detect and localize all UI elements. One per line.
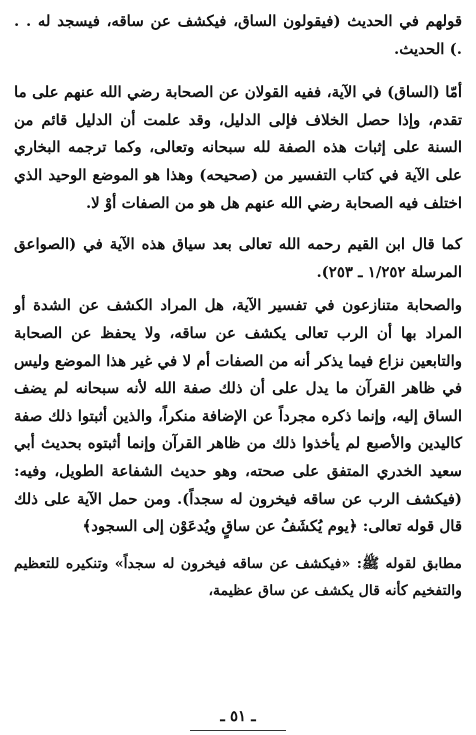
page-number: ـ ٥١ ـ xyxy=(220,707,256,725)
paragraph-hadith-match: مطابق لقوله ﷺ: «فيكشف عن ساقه فيخرون له سجداً» وتنكيره للتعظيم والتفخيم كأنه قال يكشف عن ساق عظيمة، xyxy=(14,555,462,600)
paragraph-ibn-qayyim-citation: كما قال ابن القيم رحمه الله تعالى بعد سياق هذه الآية في (الصواعق المرسلة ١/٢٥٢ ـ ٢٥٣). xyxy=(14,235,462,281)
footer-rule xyxy=(190,730,286,731)
paragraph-saq-in-verse: أمّا (الساق) في الآية، ففيه القولان عن الصحابة رضي الله عنهم على ما تقدم، وإذا حصل الخلاف فإلى الدليل، وقد علمت أن الدليل قائم من السنة على إثبات هذه الصفة لله سبحانه وتعالى، وكما ترجمه البخاري على الآية في كتاب التفسير من (صحيحه) وهذا هو الموضع الوحيد الذي اختلف فيه الصحابة رضي الله عنهم هل هو من الصفات أوْ لا. xyxy=(14,83,462,212)
paragraph-sahaba-dispute: والصحابة متنازعون في تفسير الآية، هل المراد الكشف عن الشدة أو المراد بها أن الرب تعالى يكشف عن ساقه، ولا يحفظ عن الصحابة والتابعين نزاع فيما يذكر أنه من الصفات أم لا في غير هذا الموضع وليس في ظاهر القرآن ما يدل على أن ذلك صفة الله لأنه سبحانه لم يضف الساق إليه، وإنما ذكره مجرداً عن الإضافة منكراً، والذين أثبتوا ذلك صفة كاليدين والأصبع لم يأخذوا ذلك من ظاهر القرآن وإنما أثبتوه بحديث أبي سعيد الخدري المتفق على صحته، وهو حديث الشفاعة الطويل، وفيه: (فيكشف الرب عن ساقه فيخرون له سجداً). ومن حمل الآية على ذلك قال قوله تعالى: ﴿يوم يُكشَفُ عن ساقٍ ويُدعَوْن إلى السجود﴾ xyxy=(14,296,462,536)
paragraph-hadith-quote: قولهم في الحديث (فيقولون الساق، فيكشف عن ساقه، فيسجد له . . .) الحديث. xyxy=(14,12,462,58)
